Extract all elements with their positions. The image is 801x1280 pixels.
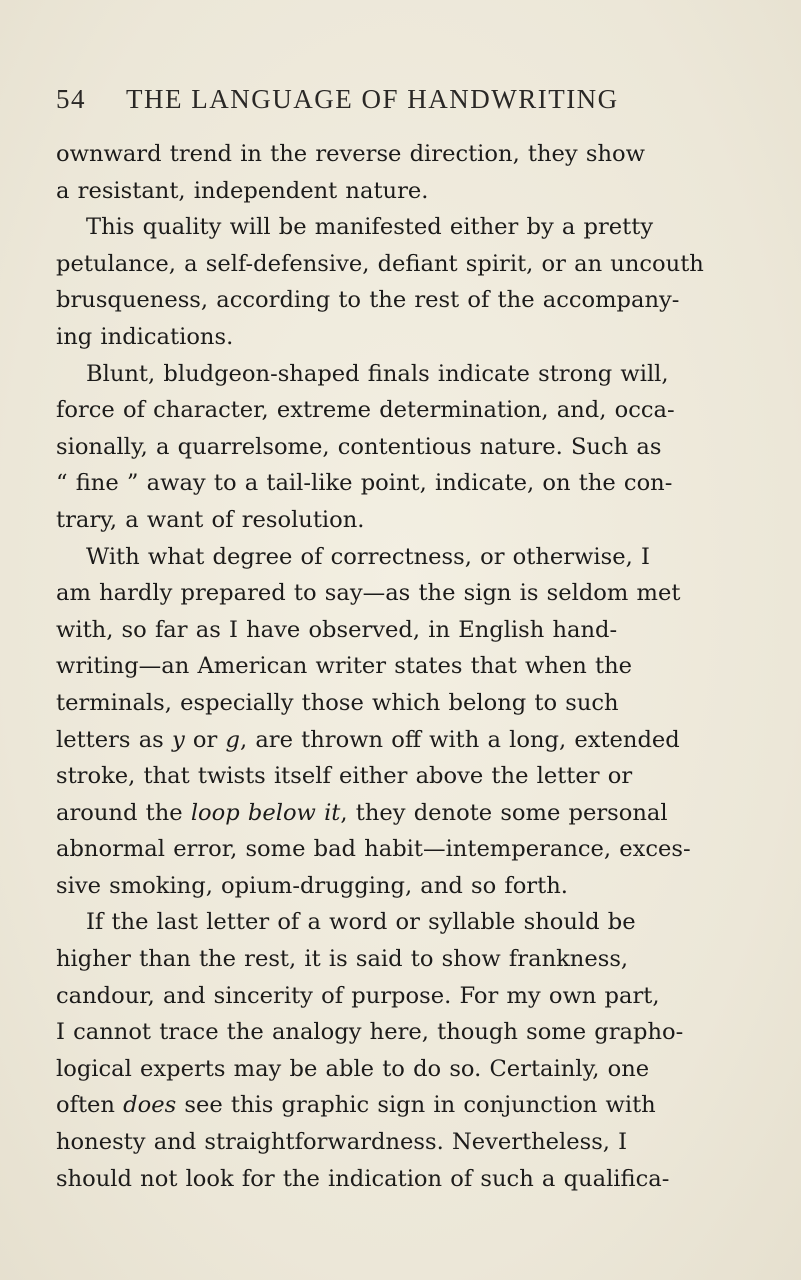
text-run: , are thrown off with a long, extended: [239, 726, 680, 753]
paragraph-start-line: This quality will be manifested either by a pretty: [86, 214, 654, 241]
page-number: 54: [56, 84, 86, 114]
text-line-with-italics: [56, 795, 794, 832]
text-line: “ fine ” away to a tail-like point, indicate, on the con-: [56, 470, 673, 497]
paragraph-start-line: Blunt, bludgeon-shaped finals indicate strong will,: [86, 360, 669, 387]
text-run: around the: [56, 799, 191, 826]
text-line-with-italics: [56, 1087, 794, 1124]
text-run: or: [184, 726, 226, 753]
text-line: ownward trend in the reverse direction, they show: [56, 141, 645, 167]
text-line: sionally, a quarrelsome, contentious nature. Such as: [56, 433, 662, 460]
paragraph-start-line: With what degree of correctness, or otherwise, I: [86, 543, 650, 570]
text-line: abnormal error, some bad habit—intemperance, exces-: [56, 836, 691, 863]
running-head: [56, 84, 756, 124]
text-line: brusqueness, according to the rest of the accompany-: [56, 287, 680, 314]
text-line: ing indications.: [56, 323, 234, 350]
text-line: stroke, that twists itself either above the letter or: [56, 763, 633, 790]
text-line: should not look for the indication of such a qualifica-: [56, 1165, 670, 1192]
text-run: letters as: [56, 726, 172, 753]
text-line: sive smoking, opium-drugging, and so forth.: [56, 872, 568, 899]
text-line: writing—an American writer states that when the: [56, 653, 633, 680]
text-line: trary, a want of resolution.: [56, 506, 365, 533]
text-line: I cannot trace the analogy here, though some grapho-: [56, 1019, 684, 1046]
text-run: , they denote some personal: [340, 799, 668, 826]
italic-letter-y: y: [171, 726, 185, 753]
italic-letter-g: g: [225, 726, 240, 753]
text-line: logical experts may be able to do so. Certainly, one: [56, 1055, 650, 1082]
text-line: force of character, extreme determination, and, occa-: [56, 397, 675, 424]
text-line: a resistant, independent nature.: [56, 177, 429, 204]
text-line: terminals, especially those which belong to such: [56, 689, 619, 716]
body-text: [56, 136, 794, 1197]
italic-word: does: [123, 1092, 177, 1119]
running-title: THE LANGUAGE OF HANDWRITING: [126, 84, 619, 114]
text-run: often: [56, 1092, 124, 1119]
italic-phrase: loop below it: [190, 799, 341, 826]
text-line: honesty and straightforwardness. Nevertheless, I: [56, 1129, 628, 1156]
text-line: petulance, a self-defensive, defiant spirit, or an uncouth: [56, 250, 704, 277]
text-line: candour, and sincerity of purpose. For my own part,: [56, 982, 660, 1009]
text-line: am hardly prepared to say—as the sign is seldom met: [56, 580, 681, 607]
text-line: with, so far as I have observed, in English hand-: [56, 616, 618, 643]
text-line: higher than the rest, it is said to show frankness,: [56, 946, 629, 973]
text-run: see this graphic sign in conjunction with: [176, 1092, 656, 1119]
text-line-with-italics: [56, 722, 794, 759]
paragraph-start-line: If the last letter of a word or syllable should be: [86, 909, 636, 936]
